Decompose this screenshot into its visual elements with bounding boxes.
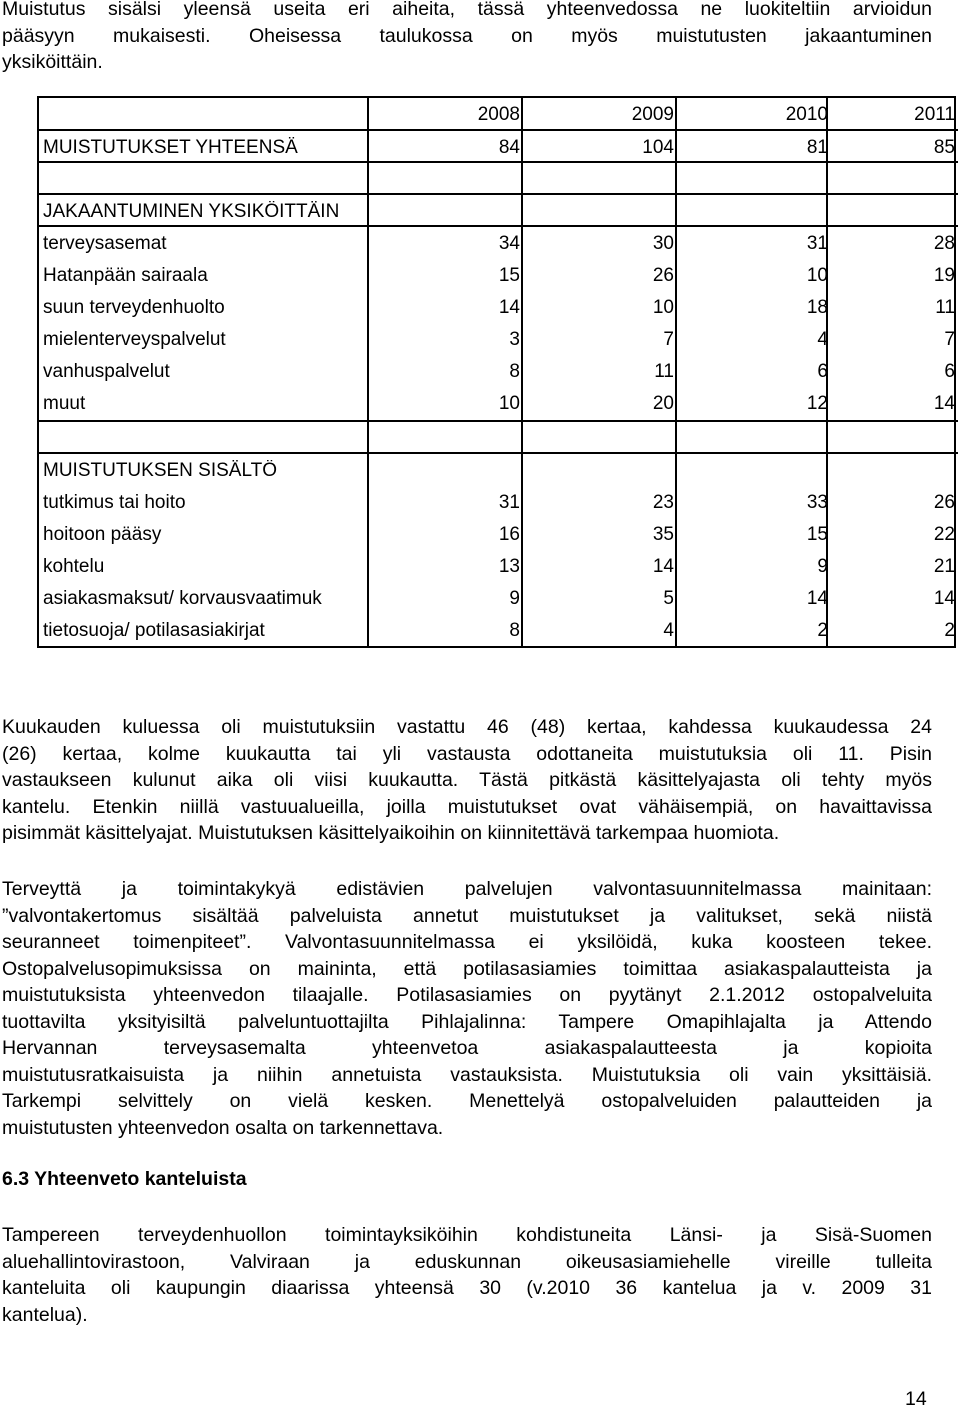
text-line: muistutusten yhteenvedon osalta on tarkennettava. xyxy=(2,1116,444,1139)
text-line: yksiköittäin. xyxy=(2,51,103,73)
table-row xyxy=(37,259,958,291)
table-cell: 6 xyxy=(817,361,828,382)
table-cell: 14 xyxy=(498,297,520,318)
table-cell: 12 xyxy=(806,393,828,414)
text-line: Kuukauden kuluessa oli muistutuksiin vastattu 46 (48) kertaa, kahdessa kuukaudessa 24 xyxy=(2,716,932,738)
table-cell: 81 xyxy=(806,137,828,158)
page-number: 14 xyxy=(905,1388,927,1410)
complaints-table xyxy=(37,96,958,650)
table-cell: 20 xyxy=(652,393,674,414)
table-cell: 8 xyxy=(509,361,520,382)
response-time-paragraph xyxy=(2,714,932,847)
table-row xyxy=(37,291,958,323)
table-cell: 84 xyxy=(498,137,520,158)
table-header-row xyxy=(37,98,958,130)
table-cell: 21 xyxy=(933,556,955,577)
row-label: suun terveydenhuolto xyxy=(43,297,225,318)
text-line: muistutusratkaisuista ja niihin annetuista vastauksista. Muistutuksia oli vain yksittäisiä. xyxy=(2,1063,932,1086)
text-line: kantelu. Etenkin niillä vastuualueilla, joilla muistutukset ovat vähäisempiä, on havaittavissa xyxy=(2,795,932,818)
table-cell: 10 xyxy=(652,297,674,318)
table-cell: 18 xyxy=(806,297,828,318)
table-cell: 22 xyxy=(933,524,955,545)
table-section-heading xyxy=(37,195,958,227)
table-cell: 33 xyxy=(806,492,828,513)
row-label: tietosuoja/ potilasasiakirjat xyxy=(43,620,265,641)
table-row xyxy=(37,550,958,582)
table-cell: 85 xyxy=(933,137,955,158)
table-cell: 15 xyxy=(498,265,520,286)
table-cell: 26 xyxy=(652,265,674,286)
monitoring-paragraph xyxy=(2,876,932,1141)
text-line: Hervannan terveysasemalta yhteenvetoa asiakaspalautteesta ja kopioita xyxy=(2,1037,932,1059)
table-cell: 16 xyxy=(498,524,520,545)
table-row xyxy=(37,518,958,550)
row-label: asiakasmaksut/ korvausvaatimuk xyxy=(43,588,322,609)
table-cell: 10 xyxy=(806,265,828,286)
text-line: seuranneet toimenpiteet”. Valvontasuunnitelmassa ei yksilöidä, kuka koosteen tekee. xyxy=(2,931,932,953)
table-row xyxy=(37,486,958,518)
text-line: Tampereen terveydenhuollon toimintayksiköihin kohdistuneita Länsi- ja Sisä-Suomen xyxy=(2,1224,932,1246)
section-label: JAKAANTUMINEN YKSIKÖITTÄIN xyxy=(43,201,340,222)
text-line: ”valvontakertomus sisältää palveluista annetut muistutukset ja valitukset, sekä niistä xyxy=(2,904,932,927)
table-cell: 14 xyxy=(933,393,955,414)
year-header: 2009 xyxy=(631,104,674,125)
row-label: kohtelu xyxy=(43,556,105,577)
table-section-heading xyxy=(37,454,958,486)
table-row xyxy=(37,227,958,259)
table-cell: 9 xyxy=(817,556,828,577)
year-header: 2010 xyxy=(785,104,828,125)
row-label: muut xyxy=(43,393,86,414)
table-cell: 19 xyxy=(933,265,955,286)
table-cell: 31 xyxy=(806,233,828,254)
text-line: Muistutus sisälsi yleensä useita eri aiheita, tässä yhteenvedossa ne luokiteltiin arvioidun xyxy=(2,0,932,20)
table-cell: 7 xyxy=(663,329,674,350)
row-label: vanhuspalvelut xyxy=(43,361,170,382)
table-cell: 11 xyxy=(935,297,955,318)
complaints-paragraph xyxy=(2,1222,932,1328)
table-cell: 9 xyxy=(509,588,520,609)
row-label: MUISTUTUKSET YHTEENSÄ xyxy=(43,137,298,158)
table-cell: 104 xyxy=(642,137,674,158)
row-label: mielenterveyspalvelut xyxy=(43,329,226,350)
text-line: pisimmät käsittelyajat. Muistutuksen käsittelyaikoihin on kiinnitettävä tarkempaa huomiota. xyxy=(2,822,780,844)
table-cell: 2 xyxy=(817,620,828,641)
row-label: Hatanpään sairaala xyxy=(43,265,208,286)
table-row xyxy=(37,387,958,419)
text-line: vastaukseen kulunut aika oli viisi kuukautta. Tästä pitkästä käsittelyajasta oli tehty myös xyxy=(2,769,932,791)
row-label: terveysasemat xyxy=(43,233,167,254)
table-cell: 7 xyxy=(944,329,955,350)
table-cell: 14 xyxy=(933,588,955,609)
year-header: 2008 xyxy=(477,104,520,125)
row-divider xyxy=(37,420,958,422)
table-cell: 10 xyxy=(498,393,520,414)
table-row xyxy=(37,582,958,614)
table-cell: 28 xyxy=(933,233,955,254)
text-line: aluehallintovirastoon, Valviraan ja eduskunnan oikeusasiamiehelle vireille tulleita xyxy=(2,1250,932,1273)
text-line: pääsyyn mukaisesti. Oheisessa taulukossa on myös muistutusten jakaantuminen xyxy=(2,24,932,47)
table-cell: 2 xyxy=(944,620,955,641)
table-row-total xyxy=(37,131,958,163)
table-cell: 13 xyxy=(498,556,520,577)
table-row xyxy=(37,355,958,387)
table-cell: 4 xyxy=(663,620,674,641)
text-line: Ostopalvelusopimuksissa on maininta, että potilasasiamies toimittaa asiakaspalautteista ja xyxy=(2,957,932,980)
table-cell: 35 xyxy=(652,524,674,545)
year-header: 2011 xyxy=(914,104,955,125)
table-cell: 30 xyxy=(652,233,674,254)
text-line: Terveyttä ja toimintakykyä edistävien palvelujen valvontasuunnitelmassa mainitaan: xyxy=(2,878,932,900)
text-line: tuottavilta yksityisiltä palveluntuottajilta Pihlajalinna: Tampere Omapihlajalta ja Attendo xyxy=(2,1010,932,1033)
text-line: kanteluita oli kaupungin diaarissa yhteensä 30 (v.2010 36 kantelua ja v. 2009 31 xyxy=(2,1277,932,1299)
text-line: kantelua). xyxy=(2,1303,88,1326)
table-cell: 3 xyxy=(509,329,520,350)
table-cell: 14 xyxy=(652,556,674,577)
table-cell: 8 xyxy=(509,620,520,641)
table-cell: 23 xyxy=(652,492,674,513)
text-line: Tarkempi selvittely on vielä kesken. Menettelyä ostopalveluiden palautteiden ja xyxy=(2,1090,932,1112)
table-cell: 26 xyxy=(933,492,955,513)
table-row xyxy=(37,614,958,646)
table-cell: 15 xyxy=(806,524,828,545)
table-cell: 6 xyxy=(944,361,955,382)
table-cell: 31 xyxy=(498,492,520,513)
table-cell: 5 xyxy=(663,588,674,609)
table-cell: 4 xyxy=(817,329,828,350)
table-row xyxy=(37,323,958,355)
table-cell: 11 xyxy=(654,361,674,382)
table-cell: 34 xyxy=(498,233,520,254)
section-heading: 6.3 Yhteenveto kanteluista xyxy=(2,1168,247,1190)
text-line: (26) kertaa, kolme kuukautta tai yli vastausta odottaneita muistutuksia oli 11. Pisin xyxy=(2,742,932,765)
intro-paragraph xyxy=(2,0,932,76)
row-label: tutkimus tai hoito xyxy=(43,492,186,513)
table-cell: 14 xyxy=(806,588,828,609)
row-label: hoitoon pääsy xyxy=(43,524,162,545)
text-line: muistutuksista yhteenvedon tilaajalle. Potilasasiamies on pyytänyt 2.1.2012 ostopalveluita xyxy=(2,984,932,1006)
section-label: MUISTUTUKSEN SISÄLTÖ xyxy=(43,460,278,481)
